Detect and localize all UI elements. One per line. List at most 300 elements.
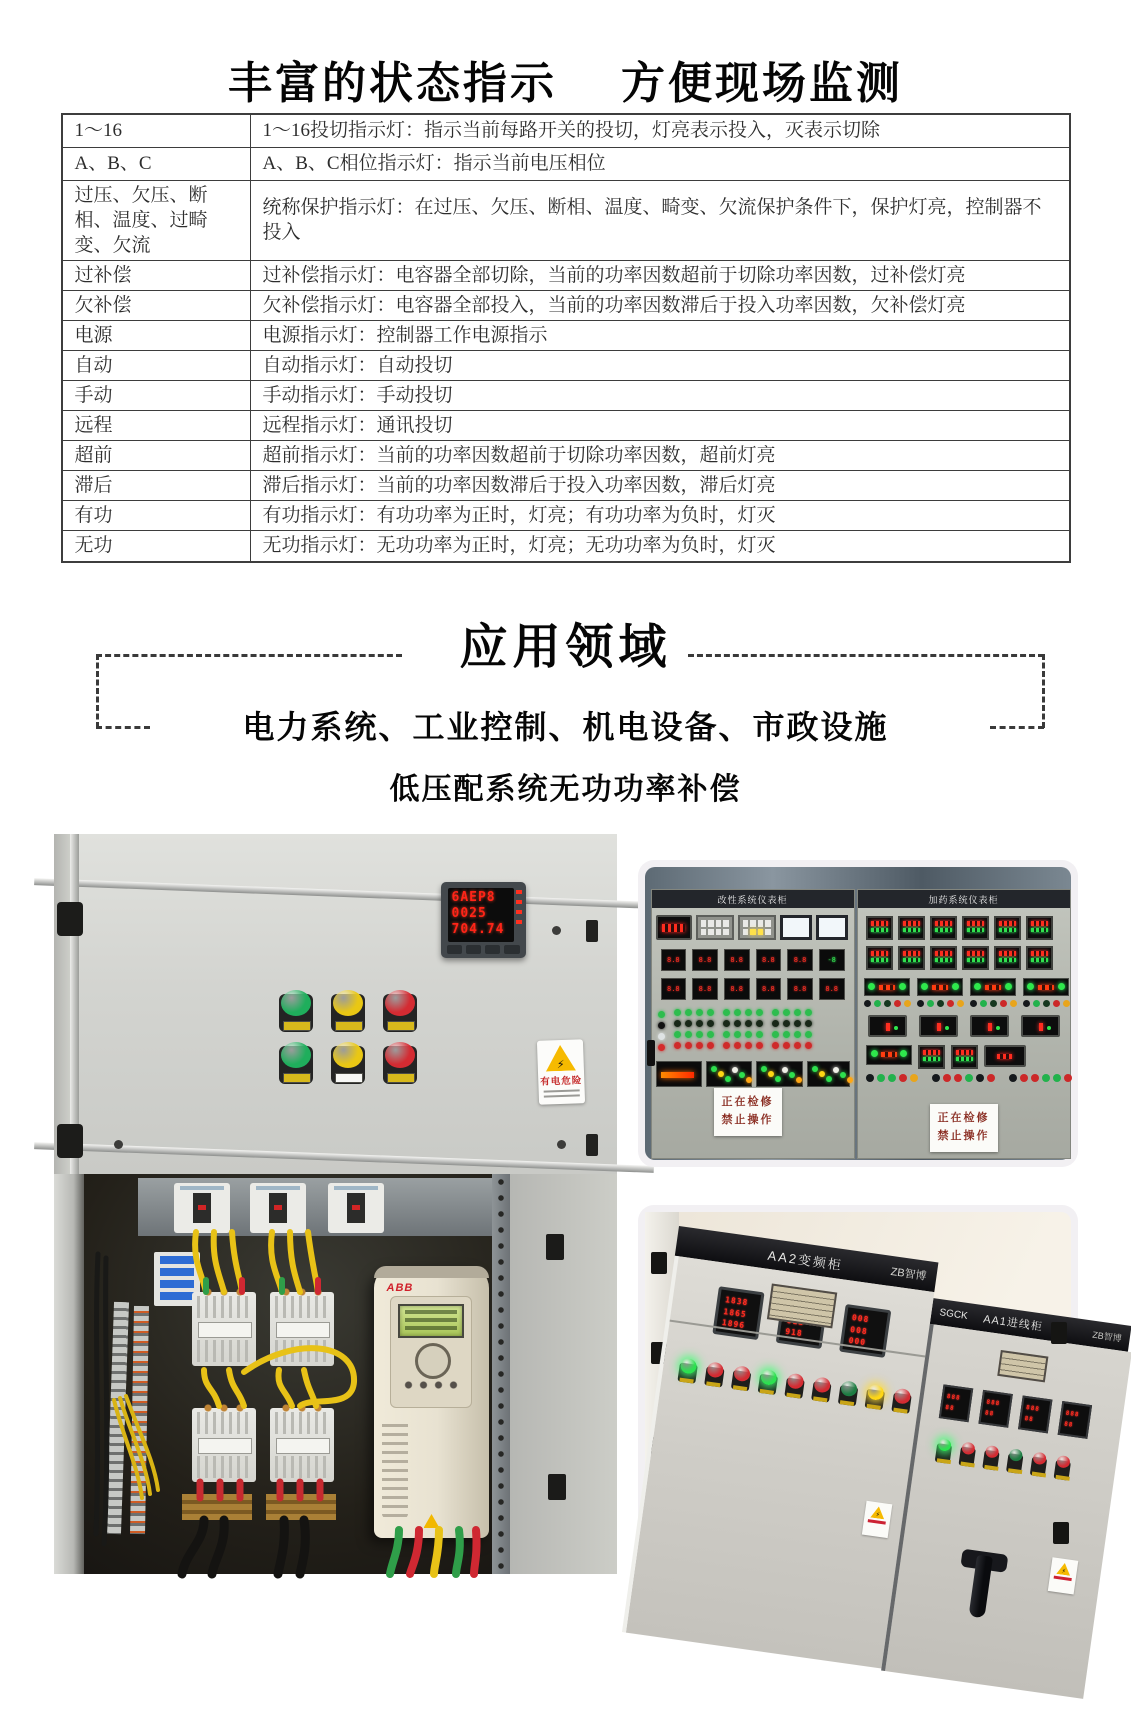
table-row (62, 381, 1070, 411)
door-clip (651, 1252, 667, 1274)
indicator-description-cell: 自动指示灯：自动投切 (250, 350, 1070, 380)
led-dot (723, 1031, 730, 1038)
small-meter: 8.8 (724, 978, 750, 1000)
door-latch (586, 1134, 598, 1156)
indicator-name-cell: 过压、欠压、断相、温度、过畸变、欠流 (62, 180, 251, 260)
led-dot (739, 1072, 745, 1078)
led-dot (796, 1077, 802, 1083)
led-dot (696, 1009, 703, 1016)
led-dot (812, 1066, 818, 1072)
photo-instrument-panels (638, 860, 1078, 1167)
round-button (910, 1074, 918, 1082)
door-alu-strip (70, 834, 79, 1174)
cabinet-1-warning-sticker (861, 1501, 891, 1538)
pushbutton-red (382, 990, 418, 1034)
led-dot (761, 1066, 767, 1072)
hazard-triangle-icon (870, 1506, 886, 1520)
indicator-name-cell: A、B、C (62, 147, 251, 180)
panel-left (651, 889, 855, 1159)
led-dot (734, 1009, 741, 1016)
led-matrix-display (706, 1061, 752, 1087)
indicator-description-cell: 过补偿指示灯：电容器全部切除，当前的功率因数超前于切除功率因数，过补偿灯亮 (250, 260, 1070, 290)
small-meter: 8.8 (756, 978, 782, 1000)
table-row (62, 501, 1070, 531)
cabinet-1-buttons (677, 1358, 920, 1417)
small-meter: 8.8 (661, 949, 687, 971)
round-button (1043, 1000, 1050, 1007)
round-button (957, 1000, 964, 1007)
small-meter: 8.8 (692, 978, 718, 1000)
meter-digits: 008 (850, 1312, 870, 1325)
indicator-button-red (784, 1373, 805, 1401)
table-row (62, 180, 1070, 260)
panel-right (857, 889, 1071, 1159)
led-module (1023, 978, 1069, 996)
meter-digits: 888 (985, 1398, 1001, 1408)
led-module (917, 978, 963, 996)
panel-right-header: 加药系统仪表柜 (858, 890, 1070, 908)
led-dot (707, 1009, 714, 1016)
panel-right-led-units (864, 978, 1064, 1007)
indicator-name-cell: 远程 (62, 411, 251, 441)
led-dot (826, 1076, 832, 1082)
controller (898, 916, 925, 940)
indicator-button-green-lit (677, 1358, 698, 1386)
indicator-name-cell: 超前 (62, 441, 251, 471)
round-button (1053, 1000, 1060, 1007)
door-hinge (57, 902, 83, 936)
led-dot (696, 1031, 703, 1038)
indicator-description-cell: 滞后指示灯：当前的功率因数滞后于投入功率因数，滞后灯亮 (250, 471, 1070, 501)
round-button (1010, 1000, 1017, 1007)
small-meter: 8.8 (819, 978, 845, 1000)
led-matrix-display (807, 1061, 850, 1087)
dashed-frame-top-right (688, 654, 1044, 657)
round-button (1053, 1074, 1061, 1082)
round-button (927, 1000, 934, 1007)
button-group (1009, 1074, 1072, 1082)
led-unit (864, 978, 911, 1007)
table-row (62, 290, 1070, 320)
door-screw (557, 1140, 566, 1149)
pushbutton-green (278, 1042, 314, 1086)
meter-buttons (447, 945, 520, 954)
led-module (866, 1045, 912, 1065)
small-meter: 8.8 (692, 949, 718, 971)
led-dot (746, 1077, 752, 1083)
panel-left-led-grids (658, 1009, 848, 1051)
door-trim-top (34, 878, 654, 909)
panel-right-controller-row-2 (866, 946, 1062, 970)
round-button (947, 1000, 954, 1007)
led-dot (805, 1020, 812, 1027)
small-meter: 8.8 (661, 978, 687, 1000)
door-hinge (57, 1124, 83, 1158)
controller (962, 946, 989, 970)
panel-left-header: 改性系统仪表柜 (652, 890, 854, 908)
led-dot (783, 1031, 790, 1038)
sign-line1: 正在检修 (721, 1096, 774, 1109)
led-dot (794, 1009, 801, 1016)
cabinet2-name: AA1进线柜 (981, 1313, 1043, 1334)
indicator-button-yellow-lit (864, 1384, 885, 1412)
indicator-description-cell: 统称保护指示灯：在过压、欠压、断相、温度、畸变、欠流保护条件下，保护灯亮，控制器不投入 (250, 180, 1070, 260)
panel-right-button-row (866, 1074, 1062, 1082)
led-dot (718, 1071, 724, 1077)
led-dot (805, 1031, 812, 1038)
led-dot-grid (674, 1009, 714, 1049)
meter-digits: 1865 (722, 1306, 747, 1319)
indicator-name-cell: 1～16 (62, 114, 251, 147)
led-dot (772, 1042, 779, 1049)
instrument-panels-scene (645, 867, 1071, 1160)
round-button (877, 1074, 885, 1082)
indicator-description-cell: 有功指示灯：有功功率为正时，灯亮；有功功率为负时，灯灭 (250, 501, 1070, 531)
meter-digits: 88 (1023, 1415, 1034, 1424)
hazard-triangle-icon (1056, 1562, 1072, 1576)
led-dot (723, 1020, 730, 1027)
controller (930, 946, 957, 970)
round-button (888, 1074, 896, 1082)
led-dot (685, 1042, 692, 1049)
led-unit (970, 978, 1017, 1007)
indicator-button-red (958, 1441, 976, 1469)
meter-digits: 88 (944, 1404, 955, 1413)
application-use-line: 低压配系统无功功率补偿 (389, 773, 742, 806)
meter-line: 6AEP8 (451, 890, 496, 905)
led-dot (794, 1020, 801, 1027)
led-dot (696, 1042, 703, 1049)
round-button (1033, 1000, 1040, 1007)
table-row (62, 114, 1070, 147)
table-row (62, 350, 1070, 380)
round-button (1064, 1074, 1072, 1082)
panel-left-meter-row-1 (661, 949, 845, 971)
cabinet-door (54, 834, 617, 1174)
door-handle (647, 1040, 655, 1066)
photo-switch-cabinets (638, 1205, 1122, 1576)
led-dot (756, 1009, 763, 1016)
round-button (1031, 1074, 1039, 1082)
led-dot (745, 1031, 752, 1038)
meter-digits: 888 (945, 1392, 961, 1402)
indicator-button-red (730, 1365, 751, 1393)
led-dot (756, 1042, 763, 1049)
small-meter: 8.8 (787, 978, 813, 1000)
round-button (1020, 1074, 1028, 1082)
indicator-name-cell: 有功 (62, 501, 251, 531)
indicator-description-cell: 电源指示灯：控制器工作电源指示 (250, 320, 1070, 350)
controller (898, 946, 925, 970)
table-row (62, 531, 1070, 562)
sticker-fineprint (543, 1089, 579, 1092)
led-bar-display (656, 1061, 702, 1087)
power-meter-display (448, 888, 514, 942)
indicator-name-cell: 滞后 (62, 471, 251, 501)
led-dot (840, 1072, 846, 1078)
cables-graphic (54, 1174, 617, 1574)
led-matrix-display (756, 1061, 802, 1087)
led-dot (782, 1067, 788, 1073)
round-button (943, 1074, 951, 1082)
indicator-name-cell: 欠补偿 (62, 290, 251, 320)
led-dot (723, 1009, 730, 1016)
led-dot (658, 1022, 665, 1029)
table-row (62, 320, 1070, 350)
led-dot (734, 1020, 741, 1027)
led-dot (707, 1031, 714, 1038)
button-row-5 (970, 1000, 1017, 1007)
indicator-button-red (890, 1388, 911, 1416)
panel-left-meter-row-2 (661, 978, 845, 1000)
led-dot (685, 1020, 692, 1027)
indicator-name-cell: 手动 (62, 381, 251, 411)
cabinet-2-meters (938, 1384, 1123, 1443)
dashed-frame-top-left (96, 654, 402, 657)
meter-digits: 88 (983, 1409, 995, 1418)
controller (918, 1045, 945, 1069)
cabinet-1-face (621, 1256, 933, 1669)
indicator-button-green-lit (757, 1369, 778, 1397)
button-group (932, 1074, 995, 1082)
round-button (1023, 1000, 1030, 1007)
table-row (62, 441, 1070, 471)
led-dot (734, 1042, 741, 1049)
round-button (899, 1074, 907, 1082)
led-dot (707, 1042, 714, 1049)
round-button (932, 1074, 940, 1082)
led-dot (658, 1011, 665, 1018)
round-button (904, 1000, 911, 1007)
sign-line1: 正在检修 (937, 1112, 990, 1125)
panel-left-led-displays (656, 1061, 850, 1087)
meter-digits: 008 (849, 1324, 868, 1336)
sign-line2: 禁止操作 (937, 1130, 990, 1142)
panel-right-module-row (868, 1015, 1060, 1037)
led-dot-grid (772, 1009, 812, 1049)
pushbutton-red (382, 1042, 418, 1086)
led-dot (756, 1020, 763, 1027)
indicator-description-cell: 超前指示灯：当前的功率因数超前于切除功率因数，超前灯亮 (250, 441, 1070, 471)
panel-right-controller-row-1 (866, 916, 1062, 940)
cabinet-2-buttons (934, 1438, 1116, 1489)
table-row (62, 260, 1070, 290)
application-fields-line: 电力系统、工业控制、机电设备、市政设施 (242, 709, 889, 745)
indicator-name-cell: 过补偿 (62, 260, 251, 290)
meter-digits: 888 (1025, 1403, 1040, 1413)
led-dot (805, 1009, 812, 1016)
indicator-description-cell: A、B、C相位指示灯：指示当前电压相位 (250, 147, 1070, 180)
controller (994, 946, 1021, 970)
controller (1026, 946, 1053, 970)
meter-status-leds (516, 890, 522, 930)
sticker-fineprint (543, 1094, 579, 1097)
keypad (738, 915, 776, 940)
small-meter: 8.8 (756, 949, 782, 971)
led-dot (658, 1044, 665, 1051)
button-row-5 (864, 1000, 911, 1007)
led-module (970, 978, 1016, 996)
led-dot (658, 1033, 665, 1040)
led-dot (772, 1031, 779, 1038)
meter-digits: 1838 (724, 1294, 749, 1308)
indicator-table (61, 113, 1071, 563)
meter-digits: 000 (847, 1336, 867, 1348)
led-dot (685, 1009, 692, 1016)
panel-meter-small (978, 1390, 1012, 1428)
round-button (866, 1074, 874, 1082)
cabinet-2-nameplate (997, 1350, 1048, 1382)
round-button (937, 1000, 944, 1007)
indicator-button-green (1005, 1448, 1023, 1476)
controller (962, 916, 989, 940)
led-unit (1023, 978, 1070, 1007)
round-button (954, 1074, 962, 1082)
led-dot (783, 1042, 790, 1049)
led-dot (674, 1031, 681, 1038)
sign-line2: 禁止操作 (721, 1114, 774, 1126)
led-unit (917, 978, 964, 1007)
meter-digits: 888 (1064, 1409, 1080, 1419)
cabinet1-brand: ZB智博 (889, 1265, 927, 1283)
panel-right-mixed-row (866, 1045, 1062, 1067)
controller (951, 1045, 978, 1069)
round-button (1063, 1000, 1070, 1007)
led-dot (674, 1009, 681, 1016)
led-dot (725, 1076, 731, 1082)
controller (866, 946, 893, 970)
indicator-button-red (703, 1361, 724, 1389)
page (26, 0, 1122, 1576)
page-title (26, 47, 1106, 111)
led-dot (756, 1031, 763, 1038)
controller (866, 916, 893, 940)
white-screen (816, 915, 848, 940)
led-dot (745, 1009, 752, 1016)
pushbutton-yellow (330, 990, 366, 1034)
controller (994, 916, 1021, 940)
led-dot (674, 1020, 681, 1027)
round-button (990, 1000, 997, 1007)
led-dot (696, 1020, 703, 1027)
door-latch (586, 920, 598, 942)
indicator-name-cell: 电源 (62, 320, 251, 350)
cabinet2-tag: SGCK (938, 1306, 968, 1322)
led-dot (783, 1009, 790, 1016)
cabinet-interior (54, 1174, 617, 1574)
led-module (864, 978, 910, 996)
display-module (970, 1015, 1009, 1037)
door-screw (114, 1140, 123, 1149)
indicator-description-cell: 手动指示灯：手动投切 (250, 381, 1070, 411)
led-dot (772, 1020, 779, 1027)
wall-clip (1053, 1522, 1069, 1544)
display-module (1021, 1015, 1060, 1037)
meter-digits: 918 (784, 1327, 803, 1339)
cabinet1-name: AA2变频柜 (766, 1247, 844, 1273)
cabinet-1-nameplate (766, 1283, 836, 1328)
panel-meter-small (938, 1384, 972, 1422)
panel-meter-small (1018, 1395, 1052, 1433)
meter-digits: 1896 (720, 1318, 746, 1331)
led-dot (734, 1031, 741, 1038)
panel-left-row-displays (656, 915, 850, 940)
small-meter: 8.8 (724, 949, 750, 971)
round-button (980, 1000, 987, 1007)
led-dot (745, 1020, 752, 1027)
led-dot-grid (723, 1009, 763, 1049)
table-row (62, 471, 1070, 501)
led-dot (794, 1031, 801, 1038)
power-meter (441, 882, 526, 958)
button-group (866, 1074, 918, 1082)
pushbutton-row (278, 1042, 418, 1086)
table-row (62, 147, 1070, 180)
led-dot (707, 1020, 714, 1027)
led-dot (674, 1042, 681, 1049)
page-title-part2: 方便现场监测 (621, 59, 903, 109)
led-dot (723, 1042, 730, 1049)
display-module (984, 1045, 1026, 1067)
led-dot (768, 1071, 774, 1077)
page-title-part1: 丰富的状态指示 (228, 59, 557, 109)
led-dot (772, 1009, 779, 1016)
cabinet2-brand: ZB智博 (1091, 1329, 1122, 1344)
controller (930, 916, 957, 940)
door-left-frame (54, 834, 70, 1174)
application-title: 应用领域 (459, 621, 672, 674)
led-dot (685, 1031, 692, 1038)
pushbutton-group (278, 990, 418, 1094)
led-dot (819, 1071, 825, 1077)
indicator-table-body (62, 114, 1070, 562)
red-display (656, 915, 692, 940)
cabinet-2-warning-sticker (1047, 1557, 1077, 1594)
round-button (970, 1000, 977, 1007)
table-row (62, 411, 1070, 441)
door-screw (552, 926, 561, 935)
led-dot (805, 1042, 812, 1049)
electric-hazard-sticker (536, 1039, 584, 1105)
led-dot (732, 1067, 738, 1073)
indicator-button-green (837, 1380, 858, 1408)
round-button (965, 1074, 973, 1082)
drive-brand-label: ABB (386, 1282, 414, 1294)
indicator-description-cell: 无功指示灯：无功功率为正时，灯亮；无功功率为负时，灯灭 (250, 531, 1070, 562)
meter-line: 704.74 (451, 922, 505, 937)
controller (1026, 916, 1053, 940)
indicator-button-green-lit (934, 1438, 952, 1466)
round-button (976, 1074, 984, 1082)
round-button (1042, 1074, 1050, 1082)
round-button (1000, 1000, 1007, 1007)
indicator-button-red (1029, 1451, 1047, 1479)
led-dot (794, 1042, 801, 1049)
indicator-name-cell: 无功 (62, 531, 251, 562)
round-button (987, 1074, 995, 1082)
small-meter: 8.8 (787, 949, 813, 971)
led-dot (745, 1042, 752, 1049)
indicator-button-red (981, 1445, 999, 1473)
round-button (1009, 1074, 1017, 1082)
panel-meter-small (1057, 1401, 1091, 1439)
led-dot (775, 1076, 781, 1082)
display-module (919, 1015, 958, 1037)
hazard-triangle-icon (545, 1044, 576, 1071)
display-module (868, 1015, 907, 1037)
indicator-description-cell: 远程指示灯：通讯投切 (250, 411, 1070, 441)
keypad (696, 915, 734, 940)
